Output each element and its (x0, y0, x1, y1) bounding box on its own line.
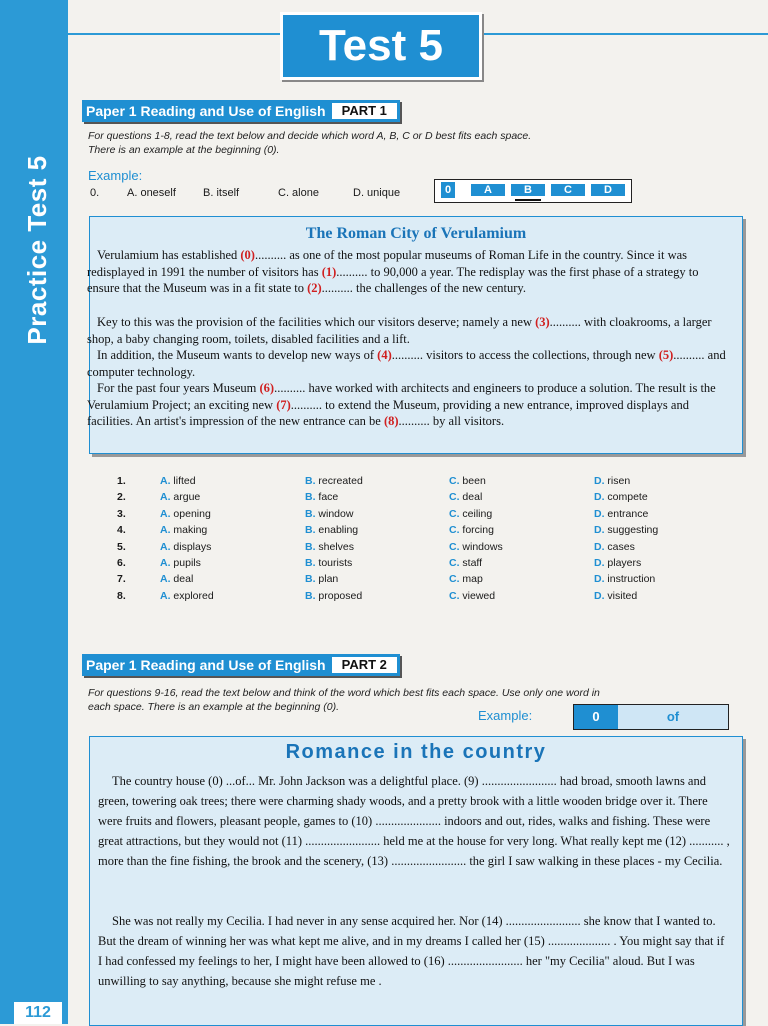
option-letter: D. (594, 573, 608, 586)
option-letter: B. (305, 524, 319, 537)
options-a (160, 473, 214, 604)
answer-key-c: C (551, 184, 585, 196)
passage-text: .......... as one of the most popular museums of Roman Life in the country. Since it was redisplayed in 1991 the number of visitors has (87, 248, 688, 279)
part1-example-label: Example: (88, 168, 143, 183)
example-option-d: D. unique (353, 187, 401, 199)
example-option-b: B. itself (203, 187, 240, 199)
option-word: 4. (117, 524, 126, 537)
part2-example-box (573, 704, 729, 730)
gap-number: (5) (658, 348, 674, 362)
option-b-7 (305, 571, 363, 587)
part1-part-label: PART 1 (332, 103, 397, 119)
gap-number: (1) (321, 264, 337, 279)
option-letter: C. (449, 491, 463, 504)
option-letter: D. (594, 540, 608, 553)
answer-key-b-mark (515, 199, 541, 201)
option-b-2 (305, 489, 363, 505)
option-word: forcing (462, 524, 494, 537)
part1-passage-title: The Roman City of Verulamium (305, 225, 527, 242)
option-letter: A. (160, 540, 174, 553)
option-c-3 (449, 506, 503, 522)
option-num-3 (117, 506, 126, 522)
part2-paper-label: Paper 1 Reading and Use of English (86, 657, 326, 673)
gap-number: (8) (383, 414, 399, 429)
part2-paragraph-1: The country house (0) ...of... Mr. John Jackson was a delightful place. (9) ........................ had broad, smooth lawns and green, towering oak trees; there were charming shady woods, and a pretty brook with a little wooden bridge over it. There were fruits and flowers, pleasant people, games to (10) ..................... indoors and out, rides, walks and fishing. These were great attractions, but they would not (11) ........................ held me at the house for very long. What really kept me (12) ........... , more than the fine fishing, the brook and the scenery, (13) ........................ the girl I saw walking in these places - my Cecilia. (98, 774, 730, 868)
option-b-6 (305, 555, 363, 571)
part1-header (82, 100, 400, 122)
option-letter: D. (594, 557, 608, 570)
gap-number: (0) (240, 248, 255, 262)
part1-paragraph-2 (87, 314, 727, 347)
part2-part-label: PART 2 (332, 657, 397, 673)
option-letter: D. (594, 507, 608, 520)
option-c-4 (449, 522, 503, 538)
test-title: Test 5 (280, 12, 482, 80)
example-option-a: A. oneself (127, 187, 176, 199)
gap-number: (2) (307, 281, 322, 296)
part1-paragraph-1 (87, 247, 727, 297)
option-letter: D. (594, 524, 608, 537)
part2-instructions-line2: each space. There is an example at the beginning (0). (88, 701, 339, 713)
option-word: explored (173, 589, 214, 602)
option-word: staff (462, 557, 483, 570)
option-letter: C. (449, 573, 463, 586)
option-word: 2. (117, 491, 126, 504)
side-tab-label: Practice Test 5 (22, 155, 52, 345)
part1-instructions (88, 129, 531, 157)
option-word: lifted (173, 475, 196, 487)
part1-instructions-line2: There is an example at the beginning (0). (88, 144, 280, 156)
option-word: 5. (117, 540, 126, 553)
option-c-2 (449, 489, 503, 505)
option-word: players (607, 557, 642, 570)
options-numbers (117, 473, 126, 604)
option-b-8 (305, 588, 363, 604)
option-letter: C. (449, 524, 463, 537)
option-word: deal (173, 573, 194, 586)
answer-key-a: A (471, 184, 505, 196)
option-letter: B. (305, 573, 319, 586)
option-a-7 (160, 571, 214, 587)
option-letter: A. (160, 475, 174, 487)
option-c-1 (449, 473, 503, 489)
option-word: cases (607, 540, 635, 553)
option-word: windows (462, 540, 503, 553)
passage-text: Key to this was the provision of the facilities which our visitors deserve; namely a new (97, 315, 536, 329)
option-c-8 (449, 588, 503, 604)
gap-number: (3) (535, 315, 550, 329)
option-num-6 (117, 555, 126, 571)
gap-number: (6) (259, 381, 275, 395)
option-word: compete (607, 491, 648, 504)
option-d-1 (594, 473, 658, 489)
option-a-8 (160, 588, 214, 604)
part2-instructions-line1: For questions 9-16, read the text below and think of the word which best fits each space. Use only one word in (88, 687, 600, 699)
gap-number: (4) (377, 348, 392, 362)
option-d-2 (594, 489, 658, 505)
example-option-c: C. alone (278, 187, 319, 199)
option-word: suggesting (607, 524, 659, 537)
option-word: entrance (607, 507, 649, 520)
option-b-5 (305, 539, 363, 555)
passage-text: For the past four years Museum (97, 381, 260, 395)
answer-key-number: 0 (441, 182, 455, 198)
option-word: opening (173, 507, 211, 520)
option-a-6 (160, 555, 214, 571)
answer-key-b: B (511, 184, 545, 196)
options-c (449, 473, 503, 604)
option-word: recreated (318, 475, 363, 487)
option-letter: C. (449, 507, 463, 520)
option-d-8 (594, 588, 658, 604)
option-c-7 (449, 571, 503, 587)
part2-example-number: 0 (574, 705, 618, 729)
option-c-5 (449, 539, 503, 555)
option-d-3 (594, 506, 658, 522)
option-letter: B. (305, 557, 319, 570)
option-word: argue (173, 491, 201, 504)
passage-text: .......... to 90,000 a year. The redisplay was the first phase of a strategy to ensure that the Museum was in a fit state to (87, 264, 699, 296)
part1-text-box (89, 216, 743, 454)
option-word: enabling (318, 524, 359, 537)
page-number: 112 (14, 1002, 62, 1024)
passage-text: .......... visitors to access the collections, through new (391, 348, 659, 362)
option-word: instruction (607, 573, 656, 586)
option-num-7 (117, 571, 126, 587)
option-num-8 (117, 588, 126, 604)
option-letter: A. (160, 507, 174, 520)
option-word: 7. (117, 573, 126, 586)
gap-number: (7) (276, 397, 291, 412)
option-letter: C. (449, 475, 463, 487)
option-num-4 (117, 522, 126, 538)
part2-example-word: of (618, 705, 728, 729)
part1-paragraph-4 (87, 380, 727, 430)
option-word: making (173, 524, 208, 537)
options-d (594, 473, 658, 604)
passage-text: .......... with cloakrooms, a larger shop, a baby changing room, toilets, disabled facilities and a lift. (87, 315, 712, 346)
option-c-6 (449, 555, 503, 571)
passage-text: .......... by all visitors. (398, 414, 505, 429)
option-word: 3. (117, 507, 126, 520)
part1-paragraph-3 (87, 347, 727, 380)
answer-key-box (434, 179, 632, 203)
part1-paper-label: Paper 1 Reading and Use of English (86, 103, 326, 119)
option-word: risen (607, 475, 631, 487)
option-word: face (318, 491, 339, 504)
option-letter: C. (449, 540, 463, 553)
option-d-4 (594, 522, 658, 538)
example-num: 0. (90, 187, 100, 199)
option-word: plan (318, 573, 339, 586)
option-letter: A. (160, 491, 174, 504)
part2-text-box (89, 736, 743, 1026)
passage-text: .......... the challenges of the new century. (321, 281, 526, 296)
option-letter: D. (594, 475, 608, 487)
passage-text: Verulamium has established (97, 248, 241, 262)
option-word: 1. (117, 475, 126, 487)
option-letter: A. (160, 589, 174, 602)
option-letter: A. (160, 524, 174, 537)
option-d-6 (594, 555, 658, 571)
option-num-5 (117, 539, 126, 555)
part2-header (82, 654, 400, 676)
option-a-2 (160, 489, 214, 505)
option-letter: D. (594, 589, 608, 602)
option-word: deal (462, 491, 483, 504)
option-a-4 (160, 522, 214, 538)
option-word: tourists (318, 557, 353, 570)
option-word: viewed (462, 589, 496, 602)
option-b-4 (305, 522, 363, 538)
option-a-3 (160, 506, 214, 522)
option-num-1 (117, 473, 126, 489)
option-word: shelves (318, 540, 355, 553)
option-a-1 (160, 473, 214, 489)
part2-passage-title: Romance in the country (285, 741, 547, 763)
option-word: visited (607, 589, 638, 602)
option-word: 8. (117, 589, 126, 602)
options-b (305, 473, 363, 604)
option-word: been (462, 475, 486, 487)
passage-text: In addition, the Museum wants to develop new ways of (97, 348, 378, 362)
passage-text: .......... to extend the Museum, providing a new entrance, improved displays and facilities. An artist's impression of the new entrance can be (87, 397, 689, 429)
option-letter: C. (449, 557, 463, 570)
option-d-5 (594, 539, 658, 555)
passage-text: .......... have worked with architects and engineers to produce a solution. The result is the Verulamium Project; an exciting new (87, 381, 716, 412)
sidebar (0, 0, 68, 1024)
option-num-2 (117, 489, 126, 505)
answer-key-d: D (591, 184, 625, 196)
option-letter: A. (160, 573, 174, 586)
option-word: displays (173, 540, 212, 553)
option-letter: C. (449, 589, 463, 602)
option-letter: B. (305, 475, 319, 487)
option-word: 6. (117, 557, 126, 570)
option-b-1 (305, 473, 363, 489)
option-word: proposed (318, 589, 363, 602)
option-letter: B. (305, 507, 319, 520)
option-b-3 (305, 506, 363, 522)
part2-example-label: Example: (478, 708, 533, 723)
option-letter: B. (305, 491, 319, 504)
option-letter: B. (305, 540, 319, 553)
option-d-7 (594, 571, 658, 587)
part1-instructions-line1: For questions 1-8, read the text below and decide which word A, B, C or D best fits each space. (88, 130, 532, 142)
option-word: map (462, 573, 483, 586)
option-word: pupils (173, 557, 201, 570)
option-word: ceiling (462, 507, 493, 520)
option-a-5 (160, 539, 214, 555)
part2-paragraph-2: She was not really my Cecilia. I had never in any sense acquired her. Nor (14) ........................ she know that I wanted to. But the dream of winning her was what kept me alive, and in my dreams I called her (15) .................... . You might say that if I had confessed my feelings to her, I might have been allowed to (16) ........................ her "my Cecilia" aloud. But I was unwilling to say anything, because she might refuse me . (98, 914, 725, 988)
passage-text: .......... and computer technology. (87, 348, 726, 379)
option-letter: A. (160, 557, 174, 570)
option-word: window (318, 507, 354, 520)
option-letter: D. (594, 491, 608, 504)
option-letter: B. (305, 589, 319, 602)
